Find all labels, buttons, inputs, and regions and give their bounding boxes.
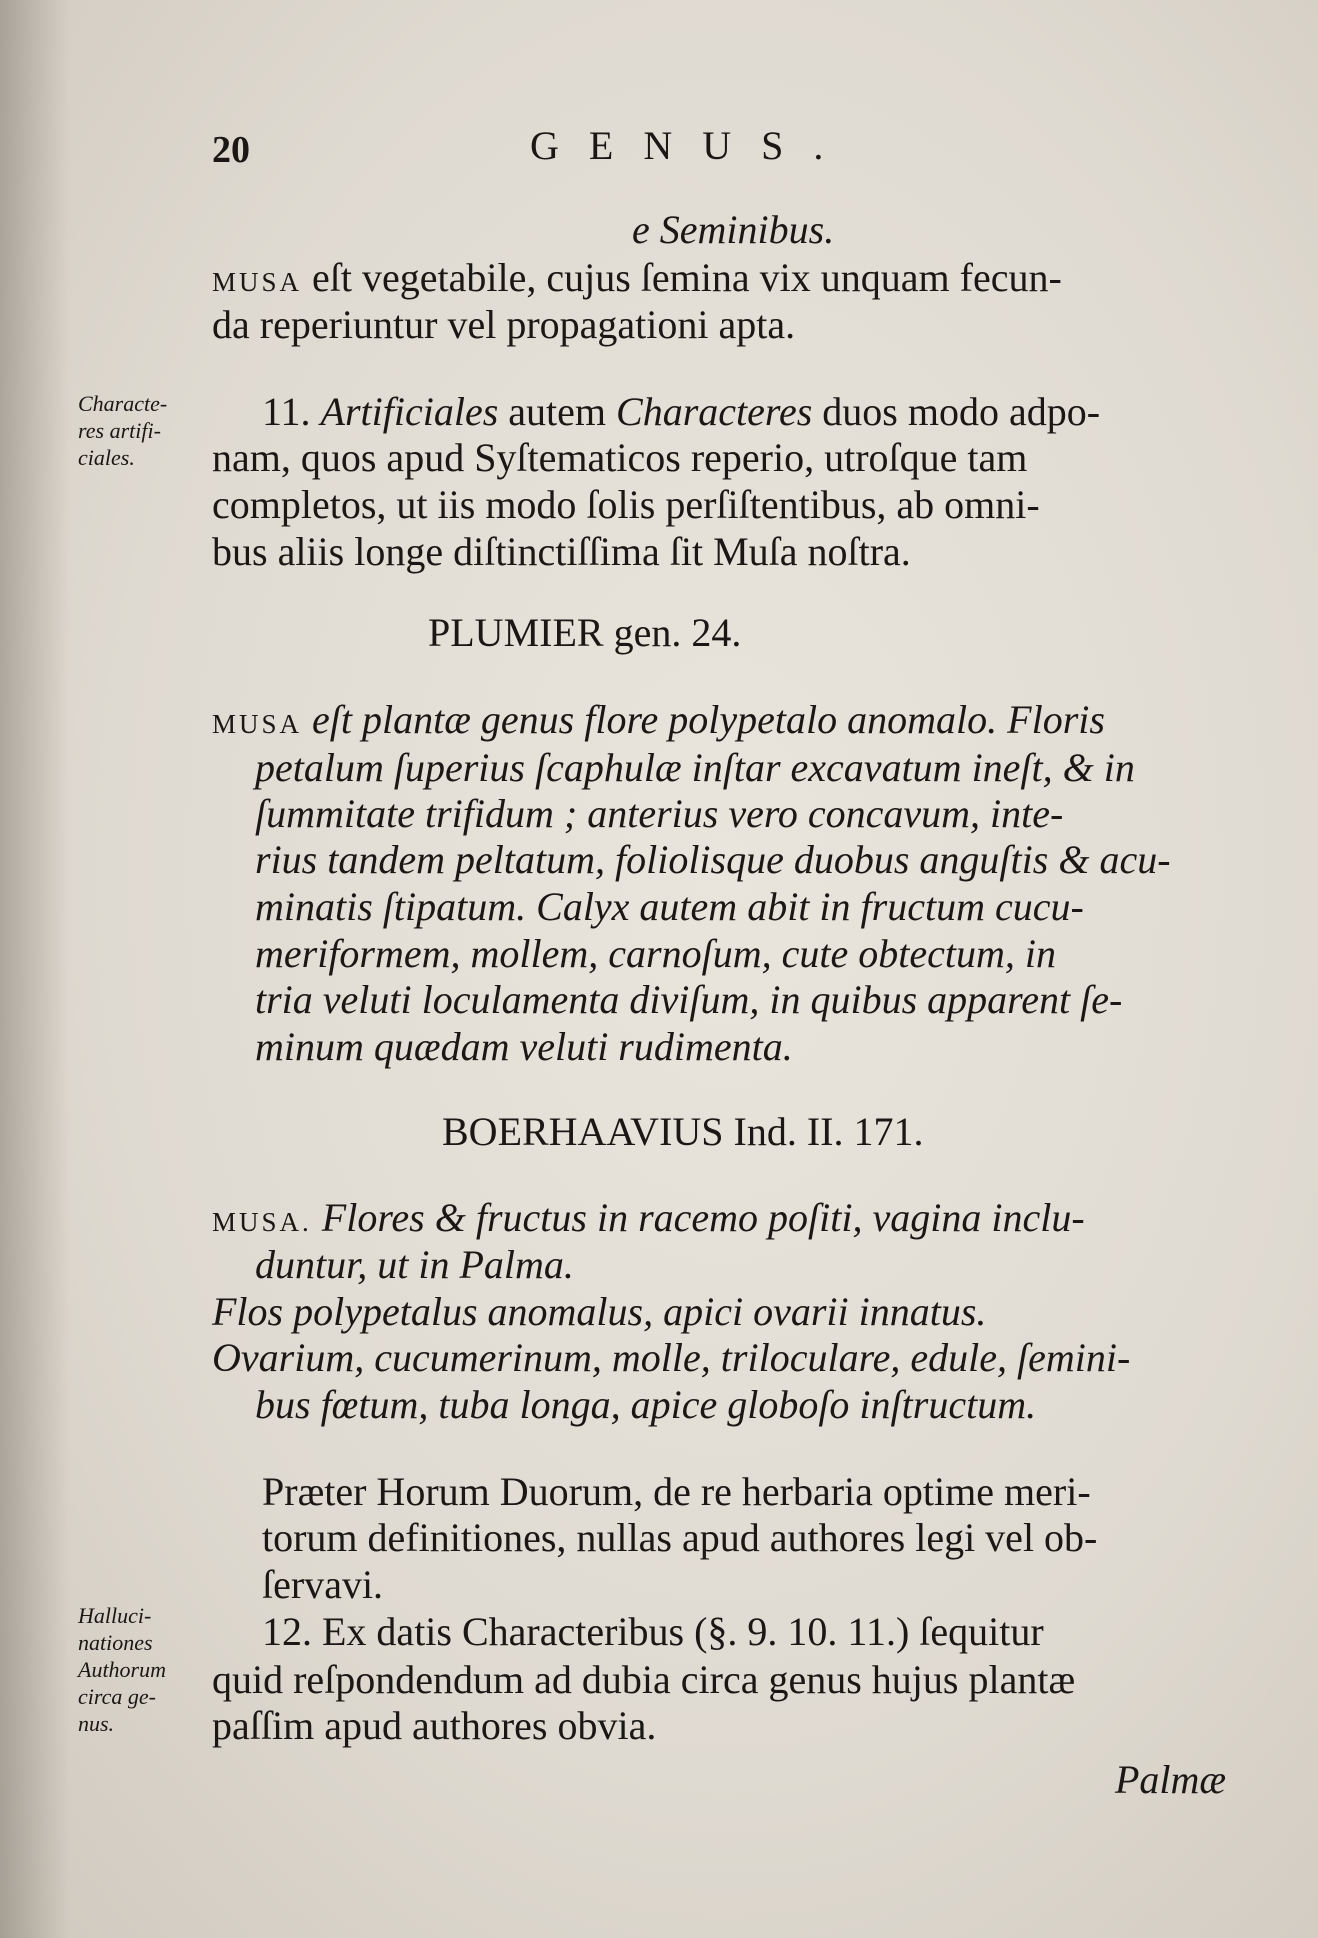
top-line-1-text: eſt vegetabile, cujus ſemina vix unquam fecun- [302, 255, 1062, 300]
para11-line-4: bus aliis longe diſtinctiſſima ſit Muſa noſtra. [212, 529, 911, 574]
boerhaave-line-5: bus fœtum, tuba longa, apice globoſo inſtructum. [255, 1382, 1037, 1427]
para11-italic-1: Artificiales [320, 389, 499, 434]
plumier-line-1-text: eſt plantæ genus flore polypetalo anomalo. Floris [302, 697, 1105, 742]
margin-note-line: Halluci- [78, 1603, 152, 1628]
margin-note-characteres [78, 390, 167, 471]
para12-line-2: quid reſpondendum ad dubia circa genus hujus plantæ [212, 1657, 1076, 1702]
para11-line-2: nam, quos apud Syſtematicos reperio, utroſque tam [212, 435, 1028, 480]
plumier-line-3: ſummitate trifidum ; anterius vero concavum, inte- [255, 791, 1064, 836]
musa-smallcaps: MUSA [212, 709, 303, 739]
praeter-line-1: Præter Horum Duorum, de re herbaria optime meri- [262, 1469, 1091, 1514]
plumier-line-4: rius tandem peltatum, foliolisque duobus anguſtis & acu- [255, 837, 1171, 882]
boerhaave-line-3: Flos polypetalus anomalus, apici ovarii innatus. [212, 1289, 987, 1334]
praeter-line-2: torum definitiones, nullas apud authores legi vel ob- [262, 1515, 1098, 1560]
margin-note-line: Authorum [78, 1657, 166, 1682]
boerhaave-line-1-text: Flores & fructus in racemo poſiti, vagina inclu- [311, 1195, 1085, 1240]
plumier-line-7: tria veluti loculamenta diviſum, in quibus apparent ſe- [255, 977, 1123, 1022]
margin-note-line: nationes [78, 1630, 153, 1655]
heading-boerhaavius: BOERHAAVIUS Ind. II. 171. [442, 1109, 924, 1154]
para12-line-3: paſſim apud authores obvia. [212, 1703, 657, 1748]
top-line-2: da reperiuntur vel propagationi apta. [212, 302, 796, 347]
musa-smallcaps: MUSA. [212, 1207, 312, 1237]
plumier-line-8: minum quædam veluti rudimenta. [255, 1024, 793, 1069]
para11-line-3: completos, ut iis modo ſolis perſiſtentibus, ab omni- [212, 482, 1040, 527]
plumier-line-6: meriformem, mollem, carnoſum, cute obtectum, in [255, 931, 1056, 976]
margin-note-hallucinationes [78, 1602, 166, 1737]
musa-smallcaps: MUSA [212, 267, 303, 297]
catchword: Palmæ [1115, 1757, 1227, 1802]
paragraph-number: 11. [262, 389, 321, 434]
margin-note-line: Characte- [78, 391, 168, 416]
page-number: 20 [212, 129, 250, 171]
margin-note-line: ciales. [78, 445, 135, 470]
running-title: GENUS. [530, 123, 854, 168]
margin-note-line: res artifi- [78, 418, 161, 443]
para11-text-2: autem [498, 389, 617, 434]
margin-note-line: circa ge- [78, 1684, 156, 1709]
plumier-line-2: petalum ſuperius ſcaphulæ inſtar excavatum ineſt, & in [255, 745, 1135, 790]
boerhaave-line-2: duntur, ut in Palma. [255, 1242, 574, 1287]
boerhaave-line-4: Ovarium, cucumerinum, molle, triloculare, edule, ſemini- [212, 1335, 1131, 1380]
para12-line-1: 12. Ex datis Characteribus (§. 9. 10. 11.) ſequitur [262, 1609, 1044, 1654]
heading-plumier: PLUMIER gen. 24. [428, 610, 742, 655]
margin-note-line: nus. [78, 1711, 115, 1736]
boerhaave-line-1 [212, 1195, 1085, 1240]
para11-text-4: duos modo adpo- [812, 389, 1101, 434]
praeter-line-3: ſervavi. [262, 1562, 384, 1607]
plumier-line-1 [212, 697, 1105, 742]
subhead-seminibus: e Seminibus. [632, 207, 835, 252]
para11-line-1 [262, 389, 1101, 434]
top-line-1 [212, 255, 1062, 300]
binding-shadow [0, 0, 70, 1938]
para11-italic-3: Characteres [616, 389, 813, 434]
plumier-line-5: minatis ſtipatum. Calyx autem abit in fructum cucu- [255, 884, 1084, 929]
